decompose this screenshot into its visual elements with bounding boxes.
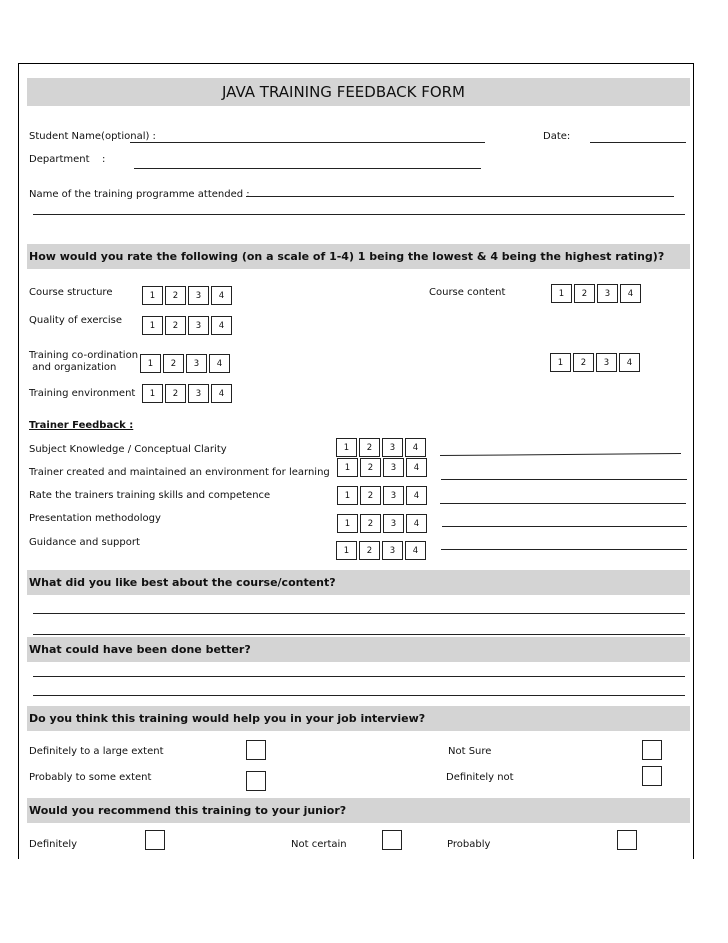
recommend-definitely-checkbox[interactable] bbox=[145, 830, 165, 850]
rating-option-1[interactable]: 1 bbox=[337, 458, 358, 477]
rating-option-4[interactable]: 4 bbox=[211, 286, 232, 305]
rating-option-4[interactable]: 4 bbox=[620, 284, 641, 303]
course-content-label: Course content bbox=[429, 287, 506, 298]
trainer-item-2-comment[interactable] bbox=[441, 479, 687, 480]
title-bar bbox=[27, 78, 690, 106]
rating-option-2[interactable]: 2 bbox=[360, 514, 381, 533]
trainer-item-4-comment[interactable] bbox=[442, 526, 687, 527]
programme-label: Name of the training programme attended : bbox=[29, 189, 250, 200]
rating-option-1[interactable]: 1 bbox=[142, 316, 163, 335]
course-structure-rating bbox=[142, 286, 234, 305]
rating-option-1[interactable]: 1 bbox=[337, 486, 358, 505]
rating-option-1[interactable]: 1 bbox=[140, 354, 161, 373]
trainer-feedback-heading: Trainer Feedback : bbox=[29, 420, 134, 431]
done-better-answer-line-1[interactable] bbox=[33, 676, 685, 677]
done-better-heading: What could have been done better? bbox=[29, 643, 251, 656]
quality-of-exercise-rating bbox=[142, 316, 234, 335]
rating-option-2[interactable]: 2 bbox=[163, 354, 184, 373]
rating-option-2[interactable]: 2 bbox=[359, 438, 380, 457]
training-coordination-rating bbox=[140, 354, 232, 373]
trainer-item-5-rating bbox=[336, 541, 428, 560]
training-environment-label: Training environment bbox=[29, 388, 136, 399]
option-not-sure-label: Not Sure bbox=[448, 746, 492, 757]
option-not-sure-checkbox[interactable] bbox=[642, 740, 662, 760]
rating-option-3[interactable]: 3 bbox=[188, 384, 209, 403]
student-name-field[interactable] bbox=[130, 142, 485, 143]
student-name-label: Student Name(optional) : bbox=[29, 131, 156, 142]
trainer-item-3-comment[interactable] bbox=[440, 503, 686, 504]
rating-option-4[interactable]: 4 bbox=[619, 353, 640, 372]
rating-option-4[interactable]: 4 bbox=[405, 541, 426, 560]
department-field[interactable] bbox=[134, 168, 481, 169]
option-definitely-not-checkbox[interactable] bbox=[642, 766, 662, 786]
trainer-item-4-rating bbox=[337, 514, 429, 533]
rating-option-1[interactable]: 1 bbox=[551, 284, 572, 303]
option-probably-checkbox[interactable] bbox=[246, 771, 266, 791]
rating-option-1[interactable]: 1 bbox=[336, 438, 357, 457]
trainer-item-4-label: Presentation methodology bbox=[29, 513, 161, 524]
department-label: Department bbox=[29, 154, 90, 165]
date-field[interactable] bbox=[590, 142, 686, 143]
rating-option-4[interactable]: 4 bbox=[211, 384, 232, 403]
recommend-definitely-label: Definitely bbox=[29, 839, 78, 850]
liked-best-answer-line-1[interactable] bbox=[33, 613, 685, 614]
course-structure-label: Course structure bbox=[29, 287, 113, 298]
trainer-item-2-label: Trainer created and maintained an environment for learning bbox=[29, 467, 330, 478]
rating-option-4[interactable]: 4 bbox=[211, 316, 232, 335]
option-definitely-large-label: Definitely to a large extent bbox=[29, 746, 164, 757]
trainer-item-1-label: Subject Knowledge / Conceptual Clarity bbox=[29, 444, 227, 455]
option-probably-label: Probably to some extent bbox=[29, 772, 152, 783]
rating-option-2[interactable]: 2 bbox=[359, 541, 380, 560]
trainer-item-2-rating bbox=[337, 458, 429, 477]
rating-option-4[interactable]: 4 bbox=[209, 354, 230, 373]
trainer-item-5-comment[interactable] bbox=[441, 549, 687, 550]
rating-option-1[interactable]: 1 bbox=[142, 384, 163, 403]
done-better-answer-line-2[interactable] bbox=[33, 695, 685, 696]
option-definitely-large-checkbox[interactable] bbox=[246, 740, 266, 760]
rating-option-3[interactable]: 3 bbox=[383, 458, 404, 477]
rating-option-2[interactable]: 2 bbox=[574, 284, 595, 303]
trainer-item-3-label: Rate the trainers training skills and competence bbox=[29, 490, 271, 501]
department-colon: : bbox=[102, 154, 106, 165]
rating-option-1[interactable]: 1 bbox=[336, 541, 357, 560]
rating-option-3[interactable]: 3 bbox=[383, 486, 404, 505]
rating-option-4[interactable]: 4 bbox=[405, 438, 426, 457]
trainer-item-5-label: Guidance and support bbox=[29, 537, 140, 548]
training-coordination-label-line1: Training co-ordination bbox=[29, 350, 139, 361]
programme-field-line-2[interactable] bbox=[33, 214, 685, 215]
rating-option-3[interactable]: 3 bbox=[596, 353, 617, 372]
liked-best-heading: What did you like best about the course/content? bbox=[29, 576, 336, 589]
option-definitely-not-label: Definitely not bbox=[446, 772, 514, 783]
rating-option-3[interactable]: 3 bbox=[186, 354, 207, 373]
right-column-rating bbox=[550, 353, 642, 372]
programme-field[interactable] bbox=[246, 196, 674, 197]
rating-option-2[interactable]: 2 bbox=[360, 458, 381, 477]
rating-option-3[interactable]: 3 bbox=[382, 438, 403, 457]
job-interview-heading: Do you think this training would help you in your job interview? bbox=[29, 712, 426, 725]
rating-section-heading: How would you rate the following (on a scale of 1-4) 1 being the lowest & 4 being the highest rating)? bbox=[29, 250, 665, 263]
rating-option-4[interactable]: 4 bbox=[406, 458, 427, 477]
recommend-probably-checkbox[interactable] bbox=[617, 830, 637, 850]
recommend-not-certain-label: Not certain bbox=[291, 839, 347, 850]
recommend-probably-label: Probably bbox=[447, 839, 491, 850]
rating-option-2[interactable]: 2 bbox=[165, 384, 186, 403]
rating-option-2[interactable]: 2 bbox=[165, 286, 186, 305]
liked-best-answer-line-2[interactable] bbox=[33, 634, 685, 635]
course-content-rating bbox=[551, 284, 643, 303]
rating-option-4[interactable]: 4 bbox=[406, 486, 427, 505]
rating-option-3[interactable]: 3 bbox=[188, 286, 209, 305]
form-title: JAVA TRAINING FEEDBACK FORM bbox=[221, 83, 465, 101]
rating-option-2[interactable]: 2 bbox=[165, 316, 186, 335]
rating-option-3[interactable]: 3 bbox=[382, 541, 403, 560]
quality-of-exercise-label: Quality of exercise bbox=[29, 315, 122, 326]
trainer-item-1-rating bbox=[336, 438, 428, 457]
date-label: Date: bbox=[543, 131, 571, 142]
recommend-heading: Would you recommend this training to your junior? bbox=[29, 804, 347, 817]
rating-option-1[interactable]: 1 bbox=[550, 353, 571, 372]
rating-option-2[interactable]: 2 bbox=[573, 353, 594, 372]
training-environment-rating bbox=[142, 384, 234, 403]
rating-option-3[interactable]: 3 bbox=[597, 284, 618, 303]
rating-option-3[interactable]: 3 bbox=[188, 316, 209, 335]
rating-option-2[interactable]: 2 bbox=[360, 486, 381, 505]
rating-option-3[interactable]: 3 bbox=[383, 514, 404, 533]
training-coordination-label-line2: and organization bbox=[29, 362, 117, 373]
rating-option-4[interactable]: 4 bbox=[406, 514, 427, 533]
rating-option-1[interactable]: 1 bbox=[337, 514, 358, 533]
rating-option-1[interactable]: 1 bbox=[142, 286, 163, 305]
trainer-item-3-rating bbox=[337, 486, 429, 505]
recommend-not-certain-checkbox[interactable] bbox=[382, 830, 402, 850]
